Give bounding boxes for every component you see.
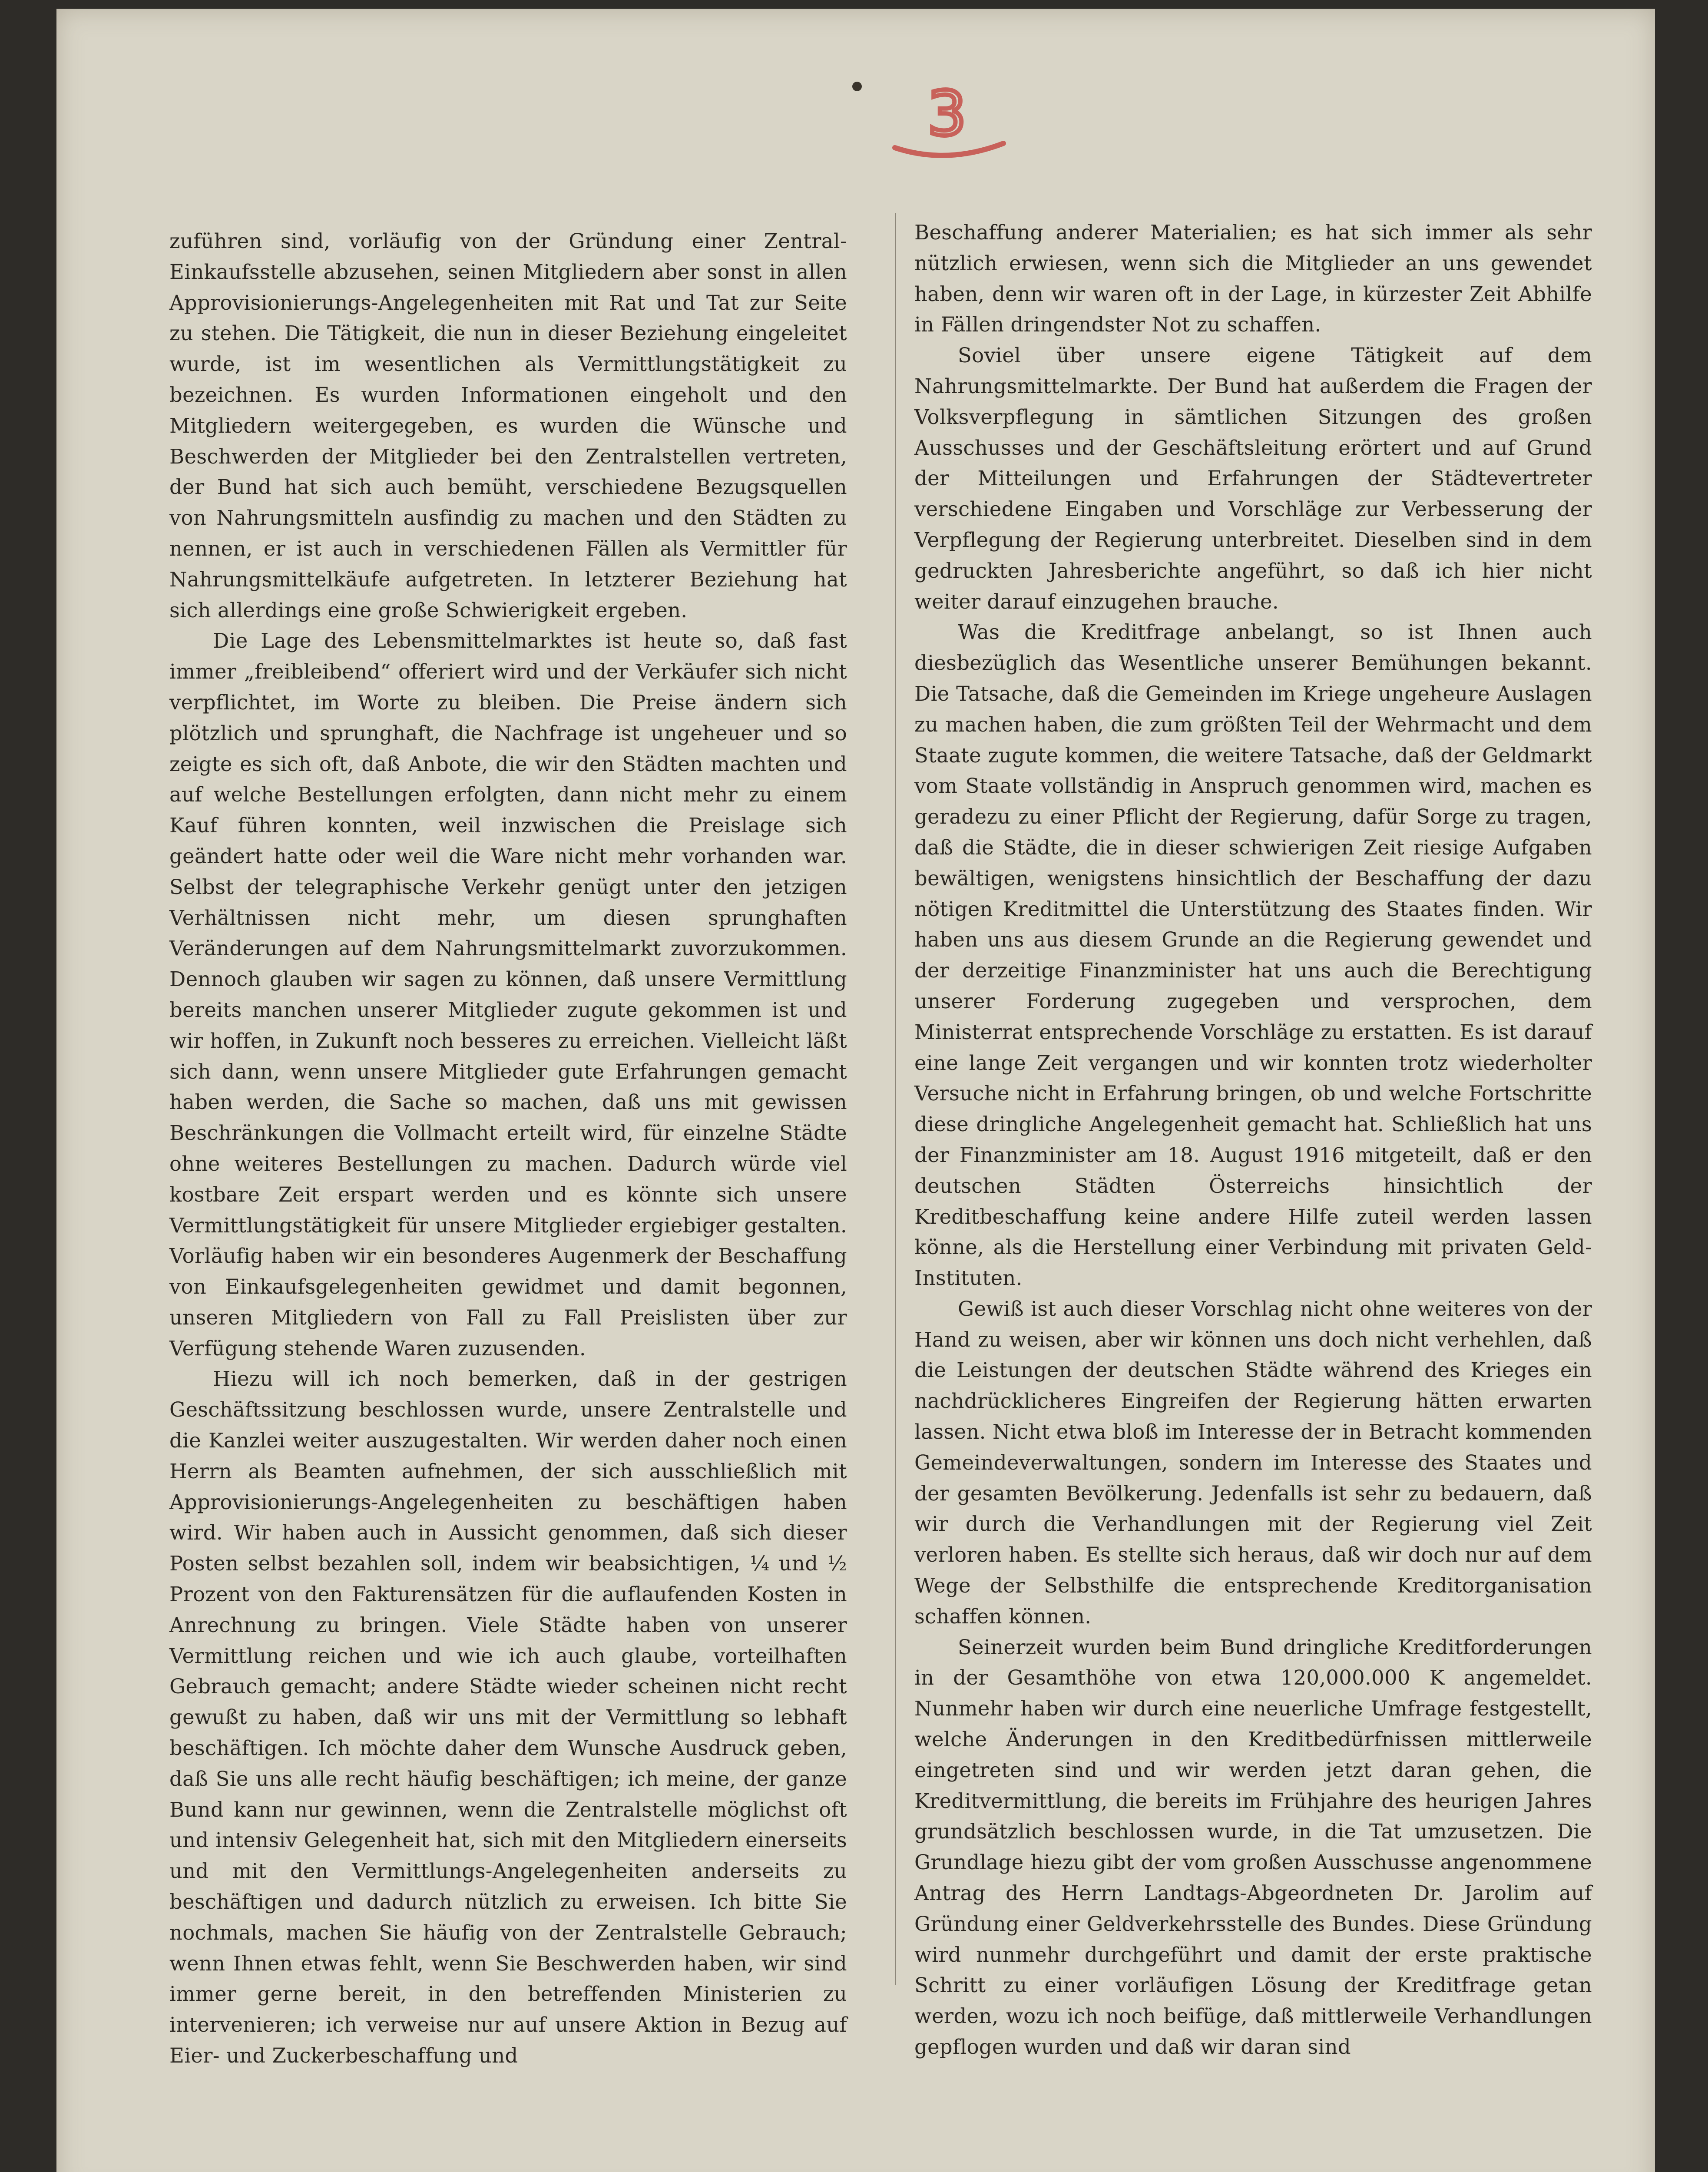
paragraph: Beschaffung anderer Materialien; es hat sich immer als sehr nützlich erwiesen, wenn sich die Mitglieder an uns gewendet haben, denn wir waren oft in der Lage, in kürzester Zeit Abhilfe in Fällen dringendster Not zu schaffen.	[914, 221, 1592, 337]
paragraph: Was die Kreditfrage anbelangt, so ist Ihnen auch diesbezüglich das Wesentliche unserer Bemühungen bekannt. Die Tatsache, daß die Gemeinden im Kriege ungeheure Auslagen zu machen haben, die zum größten Teil der Wehrmacht und dem Staate zugute kommen, die weitere Tatsache, daß der Geldmarkt vom Staate vollständig in Anspruch genommen wird, machen es geradezu zu einer Pflicht der Regierung, dafür Sorge zu tragen, daß die Städte, die in dieser schwierigen Zeit riesige Aufgaben bewältigen, wenigstens hinsichtlich der Beschaffung der dazu nötigen Kreditmittel die Unterstützung des Staates finden. Wir haben uns aus diesem Grunde an die Regierung gewendet und der derzeitige Finanzminister hat uns auch die Berechtigung unserer Forderung zugegeben und versprochen, dem Ministerrat entsprechende Vorschläge zu erstatten. Es ist darauf eine lange Zeit vergangen und wir konnten trotz wiederholter Versuche nicht in Erfahrung bringen, ob und welche Fortschritte diese dringliche Angelegenheit gemacht hat. Schließlich hat uns der Finanzminister am 18. August 1916 mitgeteilt, daß er den deutschen Städten Österreichs hinsichtlich der Kreditbeschaffung keine andere Hilfe zuteil werden lassen könne, als die Herstellung einer Verbindung mit privaten Geld-Instituten.	[914, 620, 1592, 1290]
red-pencil-page-number-mark	[882, 83, 1012, 169]
paragraph: Soviel über unsere eigene Tätigkeit auf dem Nahrungsmittelmarkte. Der Bund hat außerdem die Fragen der Volksverpflegung in sämtlichen Sitzungen des großen Ausschusses und der Geschäftsleitung erörtert und auf Grund der Mitteilungen und Erfahrungen der Städtevertreter verschiedene Eingaben und Vorschläge zur Verbesserung der Verpflegung der Regierung unterbreitet. Dieselben sind in dem gedruckten Jahresberichte angeführt, so daß ich hier nicht weiter darauf einzugehen brauche.	[914, 344, 1592, 613]
paragraph: zuführen sind, vorläufig von der Gründung einer Zentral-Einkaufsstelle abzusehen, seinen Mitgliedern aber sonst in allen Approvisionierungs-Angelegenheiten mit Rat und Tat zur Seite zu stehen. Die Tätigkeit, die nun in dieser Beziehung eingeleitet wurde, ist im wesentlichen als Vermittlungstätigkeit zu bezeichnen. Es wurden Informationen eingeholt und den Mitgliedern weitergegeben, es wurden die Wünsche und Beschwerden der Mitglieder bei den Zentralstellen vertreten, der Bund hat sich auch bemüht, verschiedene Bezugsquellen von Nahrungsmitteln ausfindig zu machen und den Städten zu nennen, er ist auch in verschiedenen Fällen als Vermittler für Nahrungsmittelkäufe aufgetreten. In letzterer Beziehung hat sich allerdings eine große Schwierigkeit ergeben.	[169, 229, 847, 622]
left-column	[169, 226, 847, 2071]
paragraph: Seinerzeit wurden beim Bund dringliche Kreditforderungen in der Gesamthöhe von etwa 120,000.000 K angemeldet. Nunmehr haben wir durch eine neuerliche Umfrage festgestellt, welche Änderungen in den Kreditbedürfnissen mittlerweile eingetreten sind und wir werden jetzt daran gehen, die Kreditvermittlung, die bereits im Frühjahre des heurigen Jahres grundsätzlich beschlossen wurde, in die Tat umzusetzen. Die Grundlage hiezu gibt der vom großen Ausschusse angenommene Antrag des Herrn Landtags-Abgeordneten Dr. Jarolim auf Gründung einer Geldverkehrsstelle des Bundes. Diese Gründung wird nunmehr durchgeführt und damit der erste praktische Schritt zu einer vorläufigen Lösung der Kreditfrage getan werden, wozu ich noch beifüge, daß mittlerweile Verhandlungen gepflogen wurden und daß wir daran sind	[914, 1635, 1592, 2059]
right-column	[914, 217, 1592, 2063]
paragraph: Hiezu will ich noch bemerken, daß in der gestrigen Geschäftssitzung beschlossen wurde, unsere Zentralstelle und die Kanzlei weiter auszugestalten. Wir werden daher noch einen Herrn als Beamten aufnehmen, der sich ausschließlich mit Approvisionierungs-Angelegenheiten zu beschäftigen haben wird. Wir haben auch in Aussicht genommen, daß sich dieser Posten selbst bezahlen soll, indem wir beabsichtigen, ¼ und ½ Prozent von den Fakturensätzen für die auflaufenden Kosten in Anrechnung zu bringen. Viele Städte haben von unserer Vermittlung reichen und wie ich auch glaube, vorteilhaften Gebrauch gemacht; andere Städte wieder scheinen nicht recht gewußt zu haben, daß wir uns mit der Vermittlung so lebhaft beschäftigen. Ich möchte daher dem Wunsche Ausdruck geben, daß Sie uns alle recht häufig beschäftigen; ich meine, der ganze Bund kann nur gewinnen, wenn die Zentralstelle möglichst oft und intensiv Gelegenheit hat, sich mit den Mitgliedern einerseits und mit den Vermittlungs-Angelegenheiten anderseits zu beschäftigen und dadurch nützlich zu erweisen. Ich bitte Sie nochmals, machen Sie häufig von der Zentralstelle Gebrauch; wenn Ihnen etwas fehlt, wenn Sie Beschwerden haben, wir sind immer gerne bereit, in den betreffenden Ministerien zu intervenieren; ich verweise nur auf unsere Aktion in Bezug auf Eier- und Zuckerbeschaffung und	[169, 1367, 847, 2068]
paragraph: Gewiß ist auch dieser Vorschlag nicht ohne weiteres von der Hand zu weisen, aber wir können uns doch nicht verhehlen, daß die Leistungen der deutschen Städte während des Krieges ein nachdrücklicheres Eingreifen der Regierung hätten erwarten lassen. Nicht etwa bloß im Interesse der in Betracht kommenden Gemeindeverwaltungen, sondern im Interesse des Staates und der gesamten Bevölkerung. Jedenfalls ist sehr zu bedauern, daß wir durch die Verhandlungen mit der Regierung viel Zeit verloren haben. Es stellte sich heraus, daß wir doch nur auf dem Wege der Selbsthilfe die entsprechende Kreditorganisation schaffen können.	[914, 1297, 1592, 1628]
paragraph: Die Lage des Lebensmittelmarktes ist heute so, daß fast immer „freibleibend“ offeriert wird und der Verkäufer sich nicht verpflichtet, im Worte zu bleiben. Die Preise ändern sich plötzlich und sprunghaft, die Nachfrage ist ungeheuer und so zeigte es sich oft, daß Anbote, die wir den Städten machten und auf welche Bestellungen erfolgten, dann nicht mehr zu einem Kauf führen konnten, weil inzwischen die Preislage sich geändert hatte oder weil die Ware nicht mehr vorhanden war. Selbst der telegraphische Verkehr genügt unter den jetzigen Verhältnissen nicht mehr, um diesen sprunghaften Veränderungen auf dem Nahrungsmittelmarkt zuvorzukommen. Dennoch glauben wir sagen zu können, daß unsere Vermittlung bereits manchen unserer Mitglieder zugute gekommen ist und wir hoffen, in Zukunft noch besseres zu erreichen. Vielleicht läßt sich dann, wenn unsere Mitglieder gute Erfahrungen gemacht haben werden, die Sache so machen, daß uns mit gewissen Beschränkungen die Vollmacht erteilt wird, für einzelne Städte ohne weiteres Bestellungen zu machen. Dadurch würde viel kostbare Zeit erspart werden und es könnte sich unsere Vermittlungstätigkeit für unsere Mitglieder ergiebiger gestalten. Vorläufig haben wir ein besonderes Augenmerk der Beschaffung von Einkaufsgelegenheiten gewidmet und damit begonnen, unseren Mitgliedern von Fall zu Fall Preislisten über zur Verfügung stehende Waren zuzusenden.	[169, 629, 847, 1360]
document-page	[56, 9, 1655, 2172]
column-divider	[895, 213, 896, 1985]
ink-dot	[852, 82, 862, 91]
page-number-mark-text: 3	[927, 83, 967, 149]
